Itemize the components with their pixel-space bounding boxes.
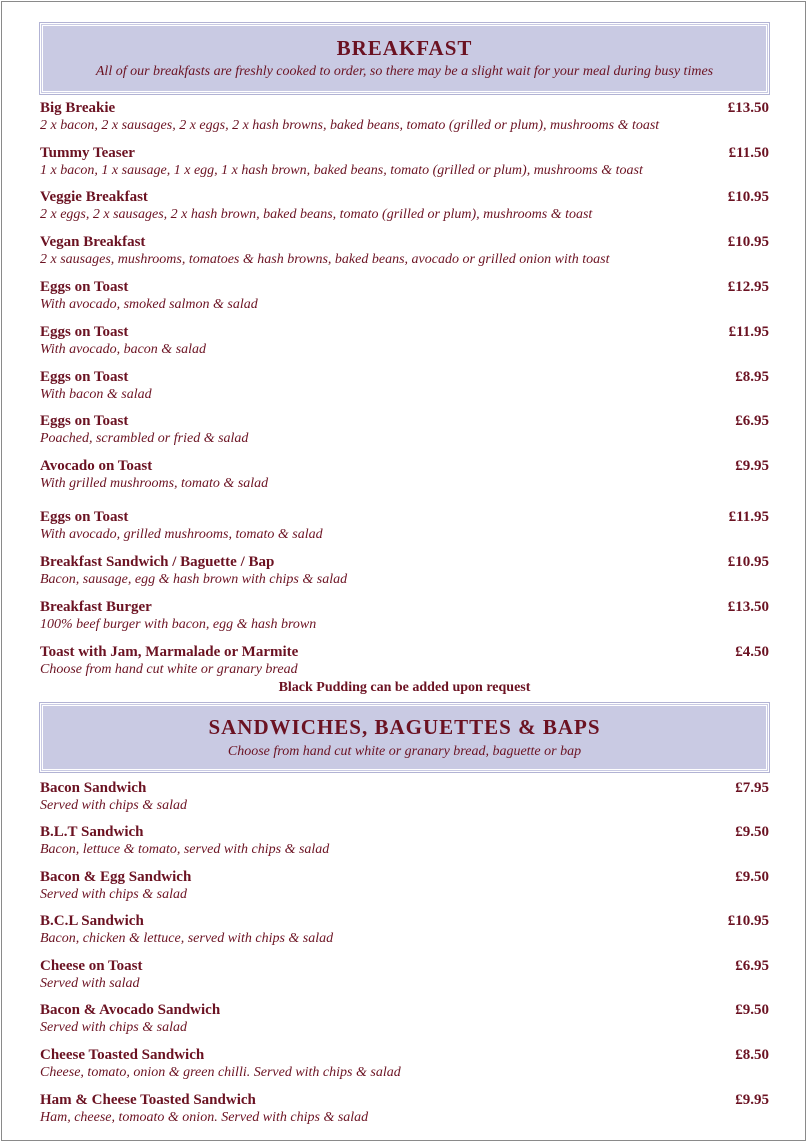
item-name: Cheese Toasted Sandwich — [40, 1047, 205, 1063]
item-description: 2 x bacon, 2 x sausages, 2 x eggs, 2 x hash browns, baked beans, tomato (grilled or plum), mushrooms & toast — [40, 118, 660, 133]
item-price: £13.50 — [727, 100, 769, 116]
sandwiches-subtitle: Choose from hand cut white or granary bread, baguette or bap — [227, 744, 582, 759]
item-description: Served with chips & salad — [40, 1020, 187, 1035]
item-price: £7.95 — [735, 780, 769, 796]
menu-item — [40, 643, 769, 679]
menu-item — [40, 278, 769, 314]
item-description: 2 x eggs, 2 x sausages, 2 x hash brown, baked beans, tomato (grilled or plum), mushrooms & toast — [40, 207, 593, 222]
menu-item — [40, 368, 769, 404]
item-price: £11.95 — [728, 509, 769, 525]
breakfast-title: BREAKFAST — [336, 36, 473, 60]
item-price: £9.95 — [735, 1092, 769, 1108]
item-price: £4.50 — [735, 644, 769, 660]
black-pudding-note: Black Pudding can be added upon request — [278, 680, 531, 695]
item-description: With grilled mushrooms, tomato & salad — [40, 476, 269, 491]
menu-item — [40, 188, 769, 224]
item-price: £6.95 — [735, 413, 769, 429]
item-description: Choose from hand cut white or granary bread — [40, 662, 298, 677]
item-description: Bacon, lettuce & tomato, served with chips & salad — [40, 842, 330, 857]
item-name: Vegan Breakfast — [40, 234, 146, 250]
item-description: Bacon, sausage, egg & hash brown with chips & salad — [40, 572, 348, 587]
item-price: £9.50 — [735, 869, 769, 885]
item-description: Cheese, tomato, onion & green chilli. Served with chips & salad — [40, 1065, 401, 1080]
menu-item — [40, 912, 769, 948]
menu-item — [40, 823, 769, 859]
menu-item — [40, 779, 769, 815]
item-description: With avocado, smoked salmon & salad — [40, 297, 258, 312]
item-price: £11.95 — [728, 324, 769, 340]
sandwiches-header — [40, 703, 769, 772]
menu-item — [40, 412, 769, 448]
item-name: Bacon & Egg Sandwich — [40, 869, 192, 885]
item-name: Avocado on Toast — [40, 458, 153, 474]
item-price: £8.50 — [735, 1047, 769, 1063]
menu-item — [40, 553, 769, 589]
item-price: £12.95 — [727, 279, 769, 295]
item-description: With bacon & salad — [40, 387, 152, 402]
item-name: Eggs on Toast — [40, 509, 129, 525]
item-name: B.L.T Sandwich — [40, 824, 144, 840]
breakfast-header — [40, 23, 769, 94]
item-name: Eggs on Toast — [40, 413, 129, 429]
item-description: Served with salad — [40, 976, 140, 991]
item-price: £10.95 — [727, 554, 769, 570]
menu-item — [40, 598, 769, 634]
menu-item — [40, 1091, 769, 1127]
item-price: £6.95 — [735, 958, 769, 974]
item-description: Bacon, chicken & lettuce, served with chips & salad — [40, 931, 334, 946]
menu-item — [40, 508, 769, 544]
breakfast-subtitle: All of our breakfasts are freshly cooked to order, so there may be a slight wait for your meal during busy times — [95, 64, 714, 79]
menu-item — [40, 1001, 769, 1037]
item-name: Ham & Cheese Toasted Sandwich — [40, 1092, 256, 1108]
item-price: £10.95 — [727, 234, 769, 250]
item-price: £9.50 — [735, 1002, 769, 1018]
item-name: Eggs on Toast — [40, 324, 129, 340]
item-description: With avocado, bacon & salad — [40, 342, 207, 357]
menu-item — [40, 457, 769, 493]
menu-page — [1, 1, 806, 1141]
item-price: £8.95 — [735, 369, 769, 385]
item-price: £10.95 — [727, 189, 769, 205]
item-price: £11.50 — [728, 145, 769, 161]
item-name: Bacon Sandwich — [40, 780, 147, 796]
item-price: £10.95 — [727, 913, 769, 929]
item-name: Breakfast Sandwich / Baguette / Bap — [40, 554, 275, 570]
item-name: Toast with Jam, Marmalade or Marmite — [40, 644, 299, 660]
item-name: Eggs on Toast — [40, 279, 129, 295]
item-description: Served with chips & salad — [40, 798, 187, 813]
menu-item — [40, 144, 769, 180]
menu-item — [40, 233, 769, 269]
item-name: Cheese on Toast — [40, 958, 143, 974]
item-name: Bacon & Avocado Sandwich — [40, 1002, 221, 1018]
item-description: 2 x sausages, mushrooms, tomatoes & hash browns, baked beans, avocado or grilled onion with toast — [40, 252, 610, 267]
item-name: Veggie Breakfast — [40, 189, 148, 205]
item-name: Big Breakie — [40, 100, 116, 116]
menu-item — [40, 1046, 769, 1082]
menu-item — [40, 323, 769, 359]
item-price: £9.95 — [735, 458, 769, 474]
item-description: 1 x bacon, 1 x sausage, 1 x egg, 1 x hash brown, baked beans, tomato (grilled or plum), mushrooms & toast — [40, 163, 643, 178]
item-name: Breakfast Burger — [40, 599, 152, 615]
item-name: B.C.L Sandwich — [40, 913, 144, 929]
sandwiches-title: SANDWICHES, BAGUETTES & BAPS — [208, 715, 601, 739]
item-description: Poached, scrambled or fried & salad — [40, 431, 249, 446]
menu-item — [40, 99, 769, 135]
menu-item — [40, 868, 769, 904]
item-description: 100% beef burger with bacon, egg & hash brown — [40, 617, 317, 632]
item-price: £9.50 — [735, 824, 769, 840]
menu-item — [40, 957, 769, 993]
item-name: Eggs on Toast — [40, 369, 129, 385]
item-description: With avocado, grilled mushrooms, tomato & salad — [40, 527, 323, 542]
item-name: Tummy Teaser — [40, 145, 135, 161]
item-description: Ham, cheese, tomoato & onion. Served with chips & salad — [40, 1110, 369, 1125]
item-description: Served with chips & salad — [40, 887, 187, 902]
item-price: £13.50 — [727, 599, 769, 615]
